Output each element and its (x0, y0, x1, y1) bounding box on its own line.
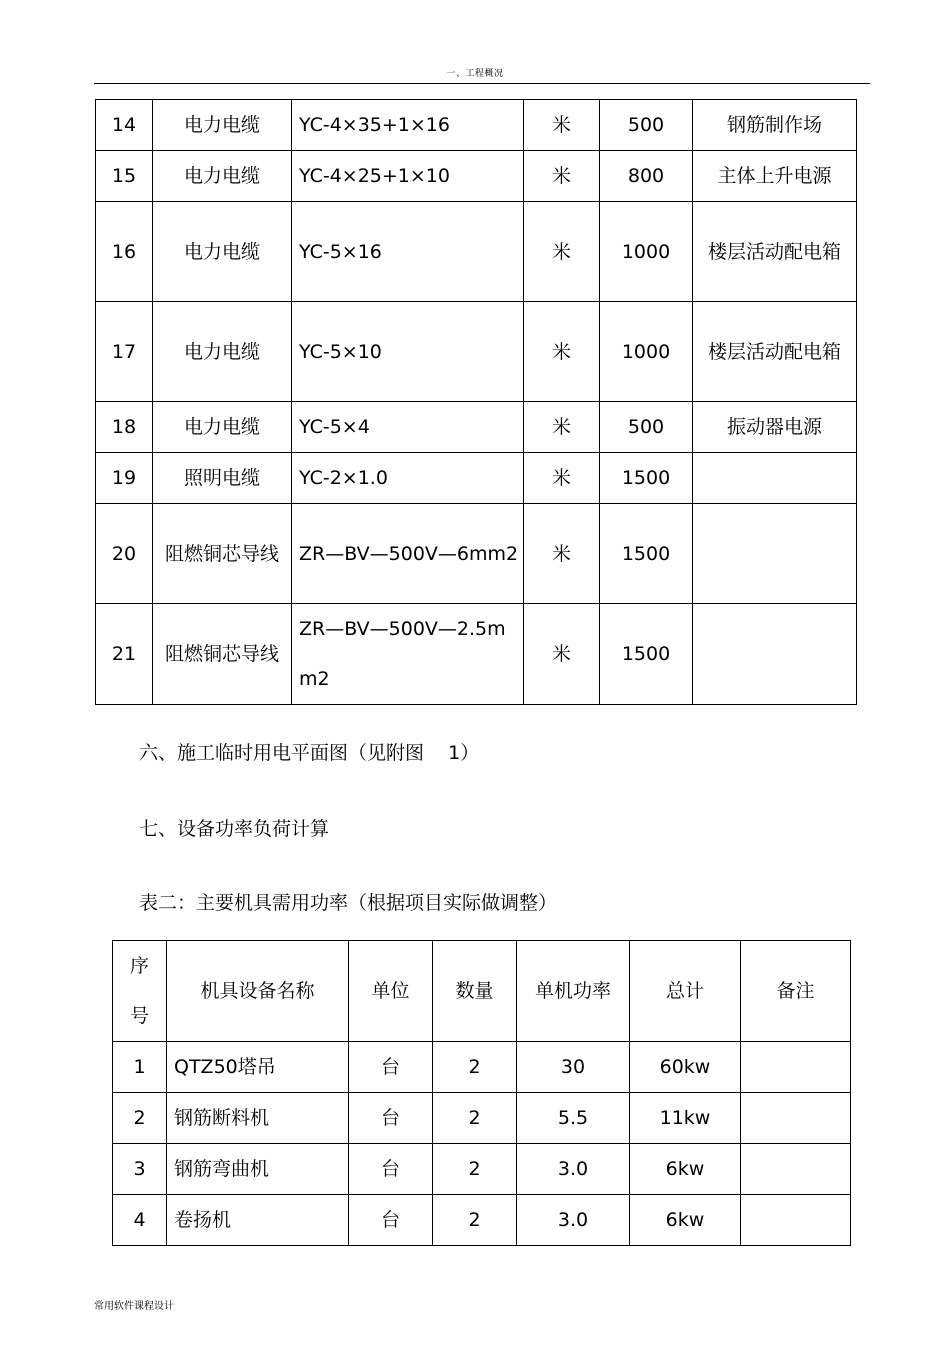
table-header-row (113, 941, 851, 1042)
equipment-note (741, 1195, 851, 1246)
total-power: 6kw (630, 1195, 741, 1246)
equipment-note (741, 1144, 851, 1195)
equipment-note (741, 1042, 851, 1093)
material-note: 钢筋制作场 (693, 100, 857, 151)
material-quantity: 500 (600, 100, 693, 151)
table-row (96, 604, 857, 705)
material-unit: 米 (524, 302, 600, 402)
cable-materials-table-body (96, 100, 857, 705)
material-spec: ZR—BV—500V—6mm2 (292, 504, 524, 604)
equipment-quantity: 2 (433, 1195, 517, 1246)
unit-power: 30 (517, 1042, 630, 1093)
material-quantity: 1000 (600, 202, 693, 302)
row-number: 14 (96, 100, 153, 151)
material-note: 楼层活动配电箱 (693, 202, 857, 302)
material-name: 电力电缆 (153, 100, 292, 151)
table-row (96, 100, 857, 151)
row-number: 20 (96, 504, 153, 604)
equipment-power-table-header (113, 941, 851, 1042)
material-spec: YC-5×4 (292, 402, 524, 453)
column-header: 单位 (349, 941, 433, 1042)
table-row (96, 504, 857, 604)
section-6-heading: 六、施工临时用电平面图（见附图 1） (139, 742, 480, 764)
material-note (693, 604, 857, 705)
row-number: 21 (96, 604, 153, 705)
material-unit: 米 (524, 202, 600, 302)
equipment-quantity: 2 (433, 1042, 517, 1093)
equipment-quantity: 2 (433, 1093, 517, 1144)
material-unit: 米 (524, 151, 600, 202)
material-quantity: 1500 (600, 604, 693, 705)
row-number: 17 (96, 302, 153, 402)
material-unit: 米 (524, 504, 600, 604)
material-name: 照明电缆 (153, 453, 292, 504)
equipment-power-table-body (113, 1042, 851, 1246)
column-header: 数量 (433, 941, 517, 1042)
table-row (113, 1093, 851, 1144)
material-name: 电力电缆 (153, 402, 292, 453)
page-footer: 常用软件课程设计 (94, 1301, 174, 1312)
material-quantity: 1000 (600, 302, 693, 402)
total-power: 6kw (630, 1144, 741, 1195)
section-7-heading: 七、设备功率负荷计算 (139, 818, 330, 840)
material-note (693, 453, 857, 504)
material-spec: YC-5×16 (292, 202, 524, 302)
row-number: 19 (96, 453, 153, 504)
equipment-unit: 台 (349, 1195, 433, 1246)
material-name: 电力电缆 (153, 302, 292, 402)
material-unit: 米 (524, 604, 600, 705)
material-unit: 米 (524, 453, 600, 504)
unit-power: 3.0 (517, 1144, 630, 1195)
total-power: 60kw (630, 1042, 741, 1093)
equipment-name: 钢筋弯曲机 (167, 1144, 349, 1195)
material-name: 电力电缆 (153, 202, 292, 302)
table-row (96, 402, 857, 453)
equipment-unit: 台 (349, 1042, 433, 1093)
equipment-name: 钢筋断料机 (167, 1093, 349, 1144)
header-divider (94, 83, 870, 84)
unit-power: 5.5 (517, 1093, 630, 1144)
table-row (113, 1042, 851, 1093)
material-name: 电力电缆 (153, 151, 292, 202)
material-note: 楼层活动配电箱 (693, 302, 857, 402)
material-spec: ZR—BV—500V—2.5mm2 (292, 604, 524, 705)
unit-power: 3.0 (517, 1195, 630, 1246)
material-spec: YC-2×1.0 (292, 453, 524, 504)
material-note (693, 504, 857, 604)
material-spec: YC-5×10 (292, 302, 524, 402)
column-header: 总计 (630, 941, 741, 1042)
column-header: 单机功率 (517, 941, 630, 1042)
column-header: 备注 (741, 941, 851, 1042)
equipment-name: QTZ50塔吊 (167, 1042, 349, 1093)
table-row (113, 1144, 851, 1195)
table-row (96, 151, 857, 202)
table-row (96, 302, 857, 402)
equipment-note (741, 1093, 851, 1144)
total-power: 11kw (630, 1093, 741, 1144)
equipment-name: 卷扬机 (167, 1195, 349, 1246)
material-spec: YC-4×35+1×16 (292, 100, 524, 151)
material-quantity: 1500 (600, 453, 693, 504)
material-quantity: 500 (600, 402, 693, 453)
material-name: 阻燃铜芯导线 (153, 604, 292, 705)
cable-materials-table (95, 99, 857, 705)
material-note: 振动器电源 (693, 402, 857, 453)
material-quantity: 800 (600, 151, 693, 202)
table-row (113, 1195, 851, 1246)
table-row (96, 453, 857, 504)
equipment-power-table (112, 940, 851, 1246)
row-number: 15 (96, 151, 153, 202)
material-name: 阻燃铜芯导线 (153, 504, 292, 604)
material-unit: 米 (524, 100, 600, 151)
row-number: 4 (113, 1195, 167, 1246)
column-header: 序号 (113, 941, 167, 1042)
equipment-quantity: 2 (433, 1144, 517, 1195)
row-number: 18 (96, 402, 153, 453)
column-header: 机具设备名称 (167, 941, 349, 1042)
row-number: 16 (96, 202, 153, 302)
material-unit: 米 (524, 402, 600, 453)
row-number: 3 (113, 1144, 167, 1195)
row-number: 1 (113, 1042, 167, 1093)
equipment-unit: 台 (349, 1093, 433, 1144)
material-spec: YC-4×25+1×10 (292, 151, 524, 202)
table2-caption: 表二：主要机具需用功率（根据项目实际做调整） (139, 892, 558, 914)
table-row (96, 202, 857, 302)
equipment-unit: 台 (349, 1144, 433, 1195)
row-number: 2 (113, 1093, 167, 1144)
material-note: 主体上升电源 (693, 151, 857, 202)
material-quantity: 1500 (600, 504, 693, 604)
page-header-title: 一、工程概况 (446, 69, 504, 79)
